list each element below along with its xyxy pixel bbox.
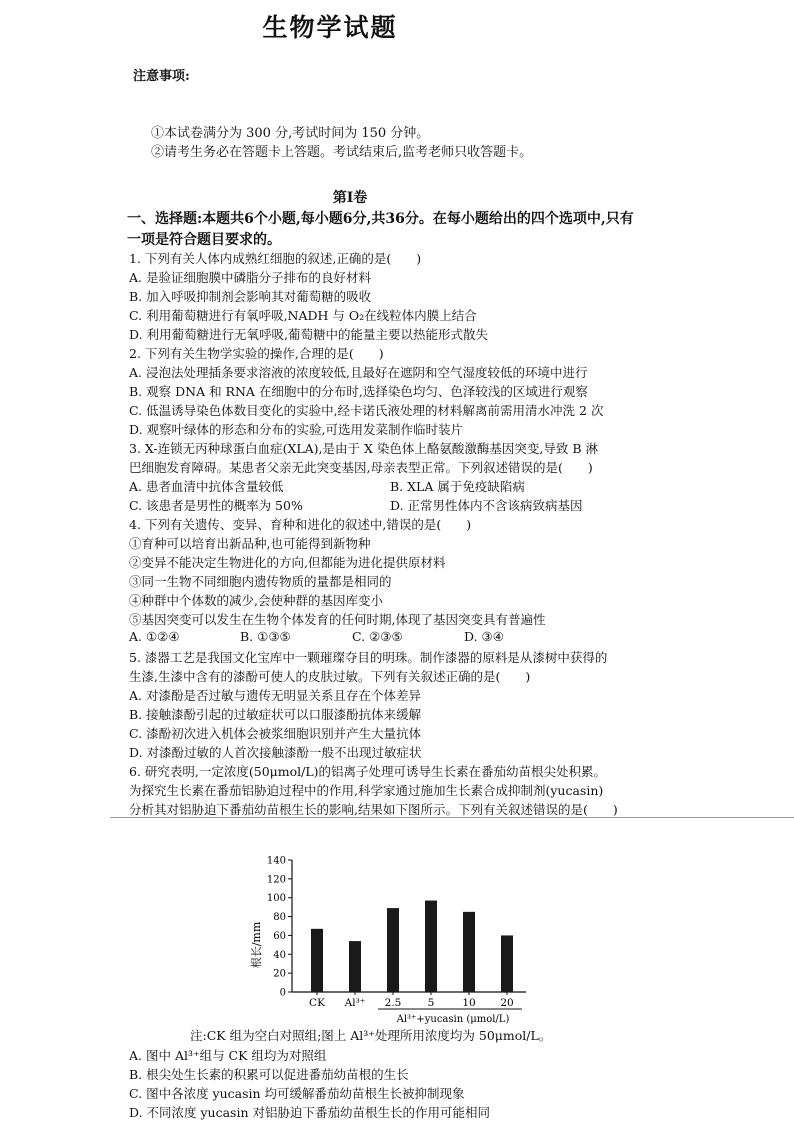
chart-bar bbox=[387, 908, 399, 992]
chart-bar bbox=[501, 935, 513, 992]
q6-option-d: D. 不同浓度 yucasin 对铝胁迫下番茄幼苗根生长的作用可能相同 bbox=[129, 1105, 490, 1120]
page-title: 生物学试题 bbox=[262, 13, 398, 42]
chart-y-tick-label: 60 bbox=[273, 930, 286, 942]
q4-stem: 4. 下列有关遗传、变异、育种和进化的叙述中,错误的是( ) bbox=[129, 517, 472, 532]
chart-x-tick-label: Al³⁺ bbox=[344, 997, 366, 1009]
scan-page-divider bbox=[110, 817, 794, 818]
q3-stem-line1: 3. X-连锁无丙种球蛋白血症(XLA),是由于 X 染色体上酪氨酸激酶基因突变,导致 B 淋 bbox=[129, 441, 598, 456]
chart-x-tick-label: CK bbox=[309, 997, 325, 1009]
q4-choice-a: A. ①②④ bbox=[129, 629, 180, 644]
chart-y-axis-label: 根长/mm bbox=[250, 921, 263, 969]
q6-stem-line2: 为探究生长素在番茄铝胁迫过程中的作用,科学家通过施加生长素合成抑制剂(yucasin) bbox=[129, 783, 604, 798]
q2-option-b: B. 观察 DNA 和 RNA 在细胞中的分布时,选择染色均匀、色泽较浅的区域进行观察 bbox=[129, 384, 588, 399]
q2-option-a: A. 浸泡法处理插条要求溶液的浓度较低,且最好在遮阴和空气湿度较低的环境中进行 bbox=[129, 365, 588, 380]
q1-option-b: B. 加入呼吸抑制剂会影响其对葡萄糖的吸收 bbox=[129, 289, 372, 304]
q2-option-d: D. 观察叶绿体的形态和分布的实验,可选用发菜制作临时装片 bbox=[129, 422, 463, 437]
chart-bar bbox=[349, 941, 361, 992]
q4-statement-1: ①育种可以培育出新品种,也可能得到新物种 bbox=[129, 536, 371, 551]
chart-y-tick-label: 80 bbox=[273, 912, 286, 924]
q4-choice-d: D. ③④ bbox=[464, 629, 504, 644]
q3-option-b: B. XLA 属于免疫缺陷病 bbox=[390, 479, 525, 494]
root-length-bar-chart bbox=[248, 850, 538, 1026]
chart-y-tick-label: 20 bbox=[273, 968, 286, 980]
notice-item-1: ①本试卷满分为 300 分,考试时间为 150 分钟。 bbox=[151, 126, 430, 141]
q1-option-c: C. 利用葡萄糖进行有氧呼吸,NADH 与 O₂在线粒体内膜上结合 bbox=[129, 308, 477, 323]
volume-heading: 第I卷 bbox=[332, 190, 368, 206]
q2-stem: 2. 下列有关生物学实验的操作,合理的是( ) bbox=[129, 346, 384, 361]
q3-option-d: D. 正常男性体内不含该病致病基因 bbox=[390, 498, 583, 513]
chart-x-tick-label: 20 bbox=[500, 997, 514, 1009]
q4-choice-b: B. ①③⑤ bbox=[240, 629, 291, 644]
figure-note: 注:CK 组为空白对照组;图上 Al³⁺处理所用浓度均为 50μmol/L。 bbox=[190, 1028, 552, 1043]
chart-bar bbox=[463, 912, 475, 992]
q5-option-c: C. 漆酚初次进入机体会被浆细胞识别并产生大量抗体 bbox=[129, 726, 422, 741]
q6-stem-line3: 分析其对铝胁迫下番茄幼苗根生长的影响,结果如下图所示。下列有关叙述错误的是( ) bbox=[129, 802, 618, 817]
chart-x-tick-label: 10 bbox=[462, 997, 476, 1009]
q1-option-a: A. 是验证细胞膜中磷脂分子排布的良好材料 bbox=[129, 270, 371, 285]
q4-statement-2: ②变异不能决定生物进化的方向,但都能为进化提供原材料 bbox=[129, 555, 446, 570]
q5-stem-line2: 生漆,生漆中含有的漆酚可使人的皮肤过敏。下列有关叙述正确的是( ) bbox=[129, 669, 531, 684]
q1-option-d: D. 利用葡萄糖进行无氧呼吸,葡萄糖中的能量主要以热能形式散失 bbox=[129, 327, 488, 342]
chart-x-tick-label: 2.5 bbox=[384, 997, 402, 1009]
q1-stem: 1. 下列有关人体内成熟红细胞的叙述,正确的是( ) bbox=[129, 251, 422, 266]
q5-option-d: D. 对漆酚过敏的人首次接触漆酚一般不出现过敏症状 bbox=[129, 745, 422, 760]
q4-statement-3: ③同一生物不同细胞内遗传物质的量都是相同的 bbox=[129, 574, 392, 589]
chart-y-tick-label: 120 bbox=[266, 874, 286, 886]
q5-option-b: B. 接触漆酚引起的过敏症状可以口服漆酚抗体来缓解 bbox=[129, 707, 422, 722]
q4-statement-5: ⑤基因突变可以发生在生物个体发育的任何时期,体现了基因突变具有普遍性 bbox=[129, 612, 546, 627]
q3-stem-line2: 巴细胞发育障碍。某患者父亲无此突变基因,母亲表型正常。下列叙述错误的是( ) bbox=[129, 460, 593, 475]
chart-x-axis-label: Al³⁺+yucasin (μmol/L) bbox=[396, 1014, 510, 1025]
chart-y-tick-label: 40 bbox=[273, 949, 286, 961]
chart-y-tick-label: 100 bbox=[266, 893, 286, 905]
chart-y-tick-label: 0 bbox=[279, 987, 286, 999]
section-instruction-line2: 一项是符合题目要求的。 bbox=[127, 232, 281, 248]
q6-option-b: B. 根尖处生长素的积累可以促进番茄幼苗根的生长 bbox=[129, 1067, 409, 1082]
q5-stem-line1: 5. 漆器工艺是我国文化宝库中一颗璀璨夺目的明珠。制作漆器的原料是从漆树中获得的 bbox=[129, 650, 608, 665]
q2-option-c: C. 低温诱导染色体数目变化的实验中,经卡诺氏液处理的材料解离前需用清水冲洗 2 次 bbox=[129, 403, 604, 418]
q6-option-c: C. 图中各浓度 yucasin 均可缓解番茄幼苗根生长被抑制现象 bbox=[129, 1086, 465, 1101]
q6-option-a: A. 图中 Al³⁺组与 CK 组均为对照组 bbox=[129, 1048, 327, 1063]
chart-bar bbox=[311, 929, 323, 992]
q4-statement-4: ④种群中个体数的减少,会使种群的基因库变小 bbox=[129, 593, 383, 608]
q5-option-a: A. 对漆酚是否过敏与遗传无明显关系且存在个体差异 bbox=[129, 688, 421, 703]
chart-bar bbox=[425, 901, 437, 992]
notice-item-2: ②请考生务必在答题卡上答题。考试结束后,监考老师只收答题卡。 bbox=[151, 145, 533, 160]
section-instruction-line1: 一、选择题:本题共6个小题,每小题6分,共36分。在每小题给出的四个选项中,只有 bbox=[127, 211, 634, 227]
q3-option-c: C. 该患者是男性的概率为 50% bbox=[129, 498, 303, 513]
q4-choice-c: C. ②③⑤ bbox=[352, 629, 403, 644]
notice-heading: 注意事项: bbox=[133, 69, 190, 84]
q3-option-a: A. 患者血清中抗体含量较低 bbox=[129, 479, 284, 494]
q6-stem-line1: 6. 研究表明,一定浓度(50μmol/L)的铝离子处理可诱导生长素在番茄幼苗根尖处积累。 bbox=[129, 764, 607, 779]
chart-x-tick-label: 5 bbox=[427, 997, 435, 1009]
chart-y-tick-label: 140 bbox=[266, 855, 286, 867]
